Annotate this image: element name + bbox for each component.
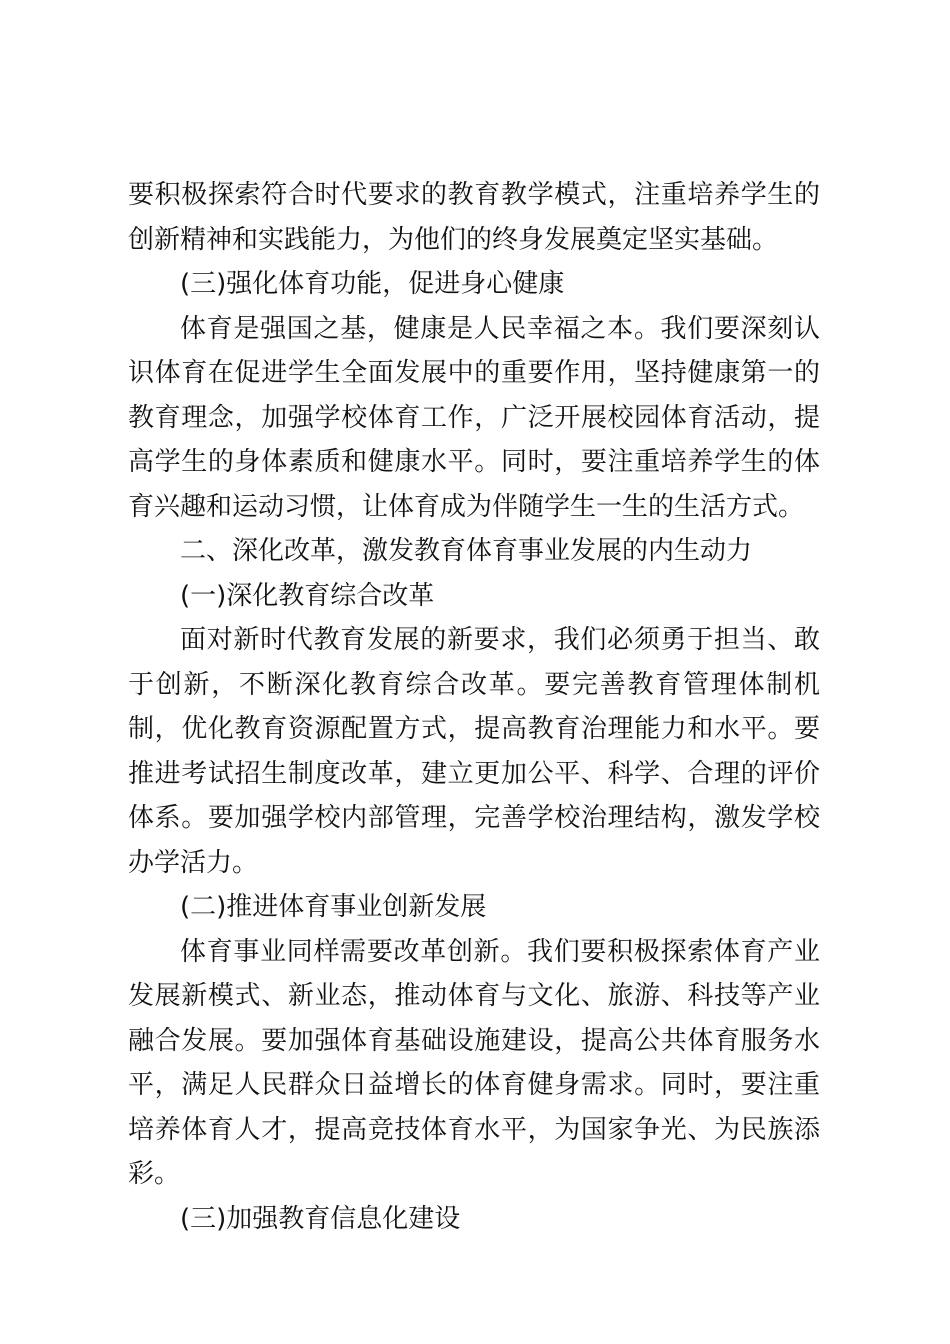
section-heading-deepen-reform: 二、深化改革，激发教育体育事业发展的内生动力 xyxy=(180,536,753,566)
paragraph-continuation: 要积极探索符合时代要求的教育教学模式，注重培养学生的创新精神和实践能力，为他们的终身发展奠定坚实基础。 xyxy=(128,180,820,255)
subheading-education-reform: (一)深化教育综合改革 xyxy=(180,580,435,611)
paragraph-sports-innovation: 体育事业同样需要改革创新。我们要积极探索体育产业发展新模式、新业态，推动体育与文化、旅游、科技等产业融合发展。要加强体育基础设施建设，提高公共体育服务水平，满足人民群众日益增长的体育健身需求。同时，要注重培养体育人才，提高竞技体育水平，为国家争光、为民族添彩。 xyxy=(128,936,820,1189)
document-body xyxy=(128,173,820,1241)
paragraph-sports-health: 体育是强国之基，健康是人民幸福之本。我们要深刻认识体育在促进学生全面发展中的重要作用，坚持健康第一的教育理念，加强学校体育工作，广泛开展校园体育活动，提高学生的身体素质和健康水平。同时，要注重培养学生的体育兴趣和运动习惯，让体育成为伴随学生一生的生活方式。 xyxy=(128,313,820,522)
subheading-strengthen-sports: (三)强化体育功能，促进身心健康 xyxy=(180,269,565,299)
paragraph-education-reform: 面对新时代教育发展的新要求，我们必须勇于担当、敢于创新，不断深化教育综合改革。要完善教育管理体制机制，优化教育资源配置方式，提高教育治理能力和水平。要推进考试招生制度改革，建立更加公平、科学、合理的评价体系。要加强学校内部管理，完善学校治理结构，激发学校办学活力。 xyxy=(128,625,820,878)
subheading-education-informatization: (三)加强教育信息化建设 xyxy=(180,1203,461,1234)
subheading-sports-innovation: (二)推进体育事业创新发展 xyxy=(180,892,487,922)
